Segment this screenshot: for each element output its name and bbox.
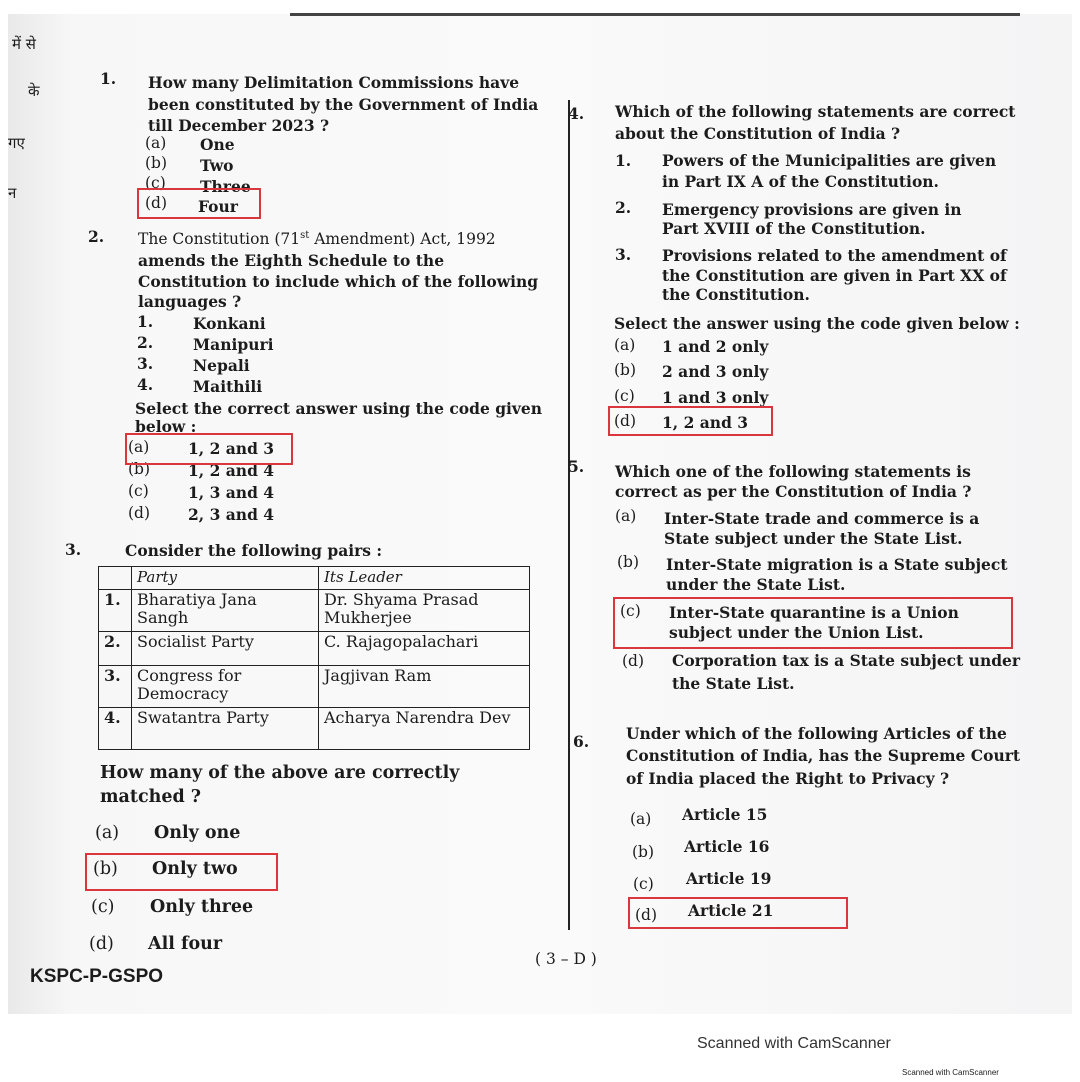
answer-highlight-q4 bbox=[608, 406, 773, 436]
option-label: (c) bbox=[620, 602, 641, 620]
question-number: 6. bbox=[573, 732, 590, 751]
table-cell bbox=[99, 567, 132, 590]
option-text: Only one bbox=[154, 823, 241, 843]
option-text: Only two bbox=[152, 859, 238, 879]
option-label: (d) bbox=[614, 412, 637, 430]
option-label: (a) bbox=[615, 507, 637, 525]
option-label: (c) bbox=[128, 482, 149, 500]
option-label: (d) bbox=[635, 906, 658, 924]
option-label: (c) bbox=[614, 387, 635, 405]
option-text: State subject under the State List. bbox=[664, 529, 963, 548]
option-text: Inter-State quarantine is a Union bbox=[669, 603, 959, 622]
option-text: 1, 3 and 4 bbox=[188, 483, 275, 502]
item-number: 3. bbox=[137, 354, 154, 373]
option-label: (d) bbox=[145, 194, 168, 212]
option-text: Only three bbox=[150, 897, 254, 917]
option-text: Article 16 bbox=[684, 837, 770, 856]
question-number: 3. bbox=[65, 540, 82, 559]
option-text: Corporation tax is a State subject under bbox=[672, 651, 1021, 670]
leader-cell: Dr. Shyama Prasad Mukherjee bbox=[319, 590, 530, 632]
table-row bbox=[99, 632, 530, 666]
question-number: 4. bbox=[568, 104, 585, 123]
option-text: 1, 2 and 3 bbox=[662, 413, 749, 432]
option-label: (b) bbox=[128, 460, 151, 478]
option-label: (b) bbox=[145, 154, 168, 172]
option-label: (b) bbox=[93, 859, 118, 879]
item-text: Provisions related to the amendment of bbox=[662, 246, 1007, 265]
item-text: Maithili bbox=[193, 377, 263, 396]
item-text: in Part IX A of the Constitution. bbox=[662, 172, 939, 191]
item-text: the Constitution. bbox=[662, 285, 810, 304]
q2-text-prefix: The Constitution (71 bbox=[138, 230, 301, 248]
option-label: (b) bbox=[617, 553, 640, 571]
question-text: How many of the above are correctly bbox=[100, 763, 460, 783]
party-cell: Congress for Democracy bbox=[132, 666, 319, 708]
option-label: (d) bbox=[622, 652, 645, 670]
exam-code: KSPC-P-GSPO bbox=[30, 966, 164, 987]
question-text: languages ? bbox=[138, 292, 242, 311]
item-text: Part XVIII of the Constitution. bbox=[662, 219, 926, 238]
question-text: Which of the following statements are correct bbox=[615, 102, 1016, 121]
option-text: Article 21 bbox=[688, 901, 774, 920]
item-text: the Constitution are given in Part XX of bbox=[662, 266, 1007, 285]
instruction-text: Select the correct answer using the code given bbox=[135, 399, 543, 418]
answer-highlight-q6 bbox=[628, 897, 848, 929]
leader-cell: Acharya Narendra Dev bbox=[319, 708, 530, 750]
page-number: ( 3 – D ) bbox=[535, 950, 597, 968]
table-row bbox=[99, 708, 530, 750]
table-row bbox=[99, 590, 530, 632]
option-label: (c) bbox=[633, 875, 654, 893]
option-label: (c) bbox=[145, 174, 166, 192]
item-text: Konkani bbox=[193, 314, 266, 333]
option-label: (a) bbox=[128, 438, 150, 456]
leader-cell: Jagjivan Ram bbox=[319, 666, 530, 708]
row-number: 4. bbox=[99, 708, 132, 750]
leader-cell: C. Rajagopalachari bbox=[319, 632, 530, 666]
item-number: 1. bbox=[137, 312, 154, 331]
answer-highlight-q5 bbox=[613, 597, 1013, 649]
table-header: Its Leader bbox=[319, 567, 530, 590]
question-text: amends the Eighth Schedule to the bbox=[138, 251, 445, 270]
margin-text: के bbox=[28, 82, 40, 100]
item-number: 1. bbox=[615, 151, 632, 170]
option-text: the State List. bbox=[672, 674, 795, 693]
option-label: (a) bbox=[145, 134, 167, 152]
question-text: of India placed the Right to Privacy ? bbox=[626, 769, 950, 788]
item-number: 3. bbox=[615, 245, 632, 264]
question-text: How many Delimitation Commissions have bbox=[148, 73, 520, 92]
party-cell: Socialist Party bbox=[132, 632, 319, 666]
question-number: 1. bbox=[100, 69, 117, 88]
q2-superscript: st bbox=[300, 229, 310, 241]
option-label: (a) bbox=[95, 823, 120, 843]
column-divider bbox=[568, 100, 570, 930]
margin-text: में से bbox=[12, 35, 36, 53]
camscanner-watermark-small: Scanned with CamScanner bbox=[902, 1068, 999, 1077]
question-text: Under which of the following Articles of the bbox=[626, 724, 1007, 743]
party-cell: Bharatiya Jana Sangh bbox=[132, 590, 319, 632]
option-text: Two bbox=[200, 156, 234, 175]
scan-edge bbox=[290, 13, 1020, 16]
question-text: about the Constitution of India ? bbox=[615, 124, 901, 143]
item-text: Emergency provisions are given in bbox=[662, 200, 962, 219]
option-label: (a) bbox=[614, 336, 636, 354]
answer-highlight-q2 bbox=[125, 433, 293, 465]
question-text: been constituted by the Government of India bbox=[148, 95, 539, 114]
option-text: 1 and 2 only bbox=[662, 337, 769, 356]
table-header-row bbox=[99, 567, 530, 590]
option-text: 1 and 3 only bbox=[662, 388, 769, 407]
item-number: 4. bbox=[137, 375, 154, 394]
instruction-text: Select the answer using the code given below : bbox=[614, 314, 1020, 333]
item-number: 2. bbox=[615, 198, 632, 217]
option-text: Article 15 bbox=[682, 805, 768, 824]
question-text: Constitution of India, has the Supreme Court bbox=[626, 746, 1021, 765]
option-label: (c) bbox=[91, 897, 115, 917]
answer-highlight-q3 bbox=[85, 853, 278, 891]
row-number: 1. bbox=[99, 590, 132, 632]
table-row bbox=[99, 666, 530, 708]
answer-highlight-q1 bbox=[137, 188, 261, 219]
row-number: 3. bbox=[99, 666, 132, 708]
option-text: Article 19 bbox=[686, 869, 772, 888]
option-label: (d) bbox=[89, 934, 114, 954]
camscanner-watermark: Scanned with CamScanner bbox=[697, 1035, 891, 1052]
option-text: Inter-State trade and commerce is a bbox=[664, 509, 980, 528]
question-text: till December 2023 ? bbox=[148, 116, 330, 135]
party-cell: Swatantra Party bbox=[132, 708, 319, 750]
option-text: Three bbox=[200, 177, 251, 196]
item-text: Powers of the Municipalities are given bbox=[662, 151, 997, 170]
table-header: Party bbox=[132, 567, 319, 590]
option-text: 1, 2 and 3 bbox=[188, 439, 275, 458]
option-text: Inter-State migration is a State subject bbox=[666, 555, 1008, 574]
option-text: subject under the Union List. bbox=[669, 623, 924, 642]
margin-text: गए bbox=[8, 134, 25, 152]
question-text: Which one of the following statements is bbox=[615, 462, 971, 481]
option-label: (a) bbox=[630, 810, 652, 828]
option-text: Four bbox=[198, 197, 238, 216]
option-text: One bbox=[200, 135, 235, 154]
pairs-table bbox=[98, 566, 530, 750]
question-number: 2. bbox=[88, 227, 105, 246]
option-label: (d) bbox=[128, 504, 151, 522]
item-number: 2. bbox=[137, 333, 154, 352]
item-text: Nepali bbox=[193, 356, 250, 375]
instruction-text: below : bbox=[135, 417, 197, 436]
question-text: Consider the following pairs : bbox=[125, 541, 383, 560]
option-text: 2 and 3 only bbox=[662, 362, 769, 381]
q2-text-suffix: Amendment) Act, 1992 bbox=[309, 230, 496, 248]
option-text: 1, 2 and 4 bbox=[188, 461, 275, 480]
option-text: 2, 3 and 4 bbox=[188, 505, 275, 524]
option-label: (b) bbox=[614, 361, 637, 379]
question-text: correct as per the Constitution of India ? bbox=[615, 482, 972, 501]
option-label: (b) bbox=[632, 843, 655, 861]
question-text: matched ? bbox=[100, 787, 202, 807]
question-2-line bbox=[138, 230, 496, 248]
option-text: under the State List. bbox=[666, 575, 846, 594]
item-text: Manipuri bbox=[193, 335, 274, 354]
margin-text: न bbox=[8, 184, 17, 202]
option-text: All four bbox=[148, 934, 223, 954]
row-number: 2. bbox=[99, 632, 132, 666]
question-number: 5. bbox=[568, 457, 585, 476]
question-text: Constitution to include which of the following bbox=[138, 272, 539, 291]
